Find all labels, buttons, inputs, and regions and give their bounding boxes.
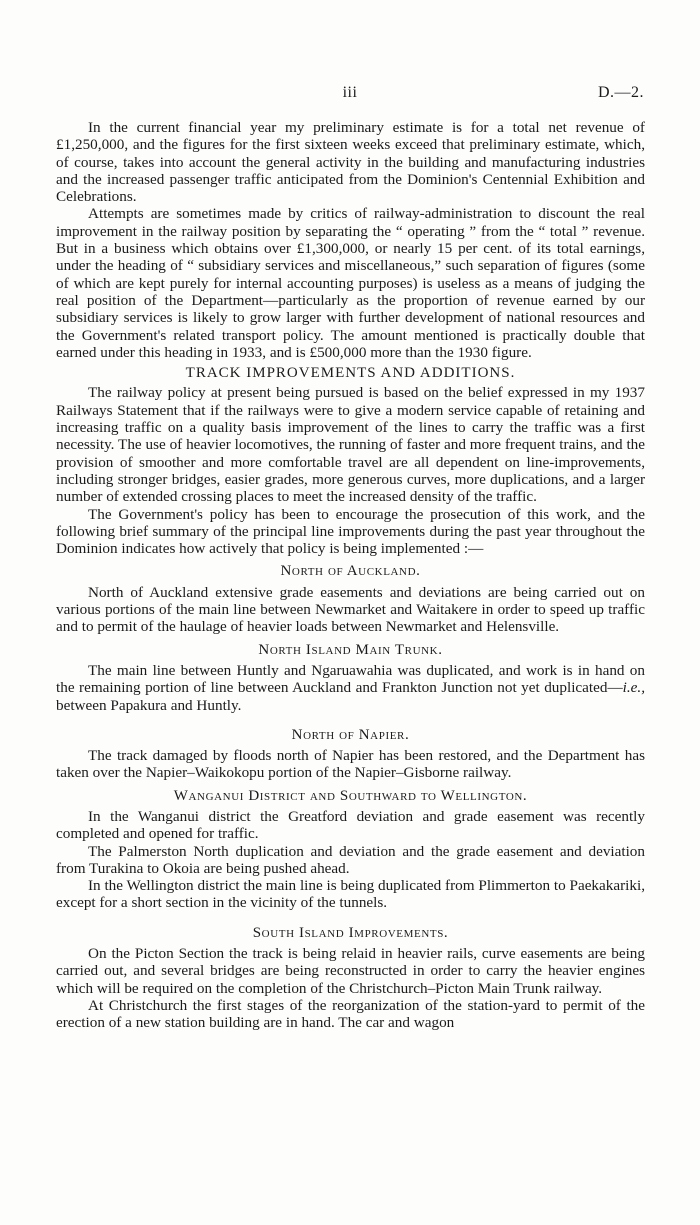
subheading-wanganui-district: Wanganui District and Southward to Wellington. bbox=[173, 787, 528, 804]
page-number: iii bbox=[342, 84, 358, 101]
italic-abbreviation: i.e., bbox=[622, 679, 645, 697]
document-reference: D.—2. bbox=[597, 84, 644, 101]
paragraph: At Christchurch the first stages of the reorganization of the station-yard to permit of the erection of a new station building are in hand. The car and wagon bbox=[56, 996, 645, 1032]
paragraph: The Government's policy has been to encourage the prosecution of this work, and the following brief summary of the principal line improvements during the past year throughout the Dominion indicates how actively that policy is being implemented :— bbox=[56, 505, 645, 558]
paragraph-text: between Papakura and Huntly. bbox=[56, 696, 242, 714]
paragraph bbox=[56, 662, 645, 714]
section-heading-track: TRACK IMPROVEMENTS AND ADDITIONS. bbox=[185, 365, 516, 382]
paragraph: On the Picton Section the track is being relaid in heavier rails, curve easements are being carried out, and several bridges are being reconstructed in order to carry the heavier engines which will be required on the completion of the Christchurch–Picton Main Trunk railway. bbox=[56, 945, 645, 997]
paragraph: The track damaged by floods north of Napier has been restored, and the Department has taken over the Napier–Waikokopu portion of the Napier–Gisborne railway. bbox=[56, 747, 645, 782]
paragraph: The Palmerston North duplication and deviation and the grade easement and deviation from Turakina to Okoia are being pushed ahead. bbox=[56, 842, 645, 877]
paragraph: In the Wanganui district the Greatford deviation and grade easement was recently completed and opened for traffic. bbox=[56, 807, 645, 843]
subheading-north-of-napier: North of Napier. bbox=[291, 726, 410, 743]
paragraph: Attempts are sometimes made by critics of railway-administration to discount the real improvement in the railway position by separating the “ operating ” from the “ total ” revenue. But in a business which obtains over £1,300,000, or nearly 15 per cent. of its total earnings, under the heading of “ subsidiary services and miscellaneous,” such separation of figures (some of which are kept purely for internal accounting purposes) is useless as a means of judging the real position of the Department—particularly as the proportion of revenue earned by our subsidiary services is likely to grow larger with further development of national resources and the Government's related transport policy. The amount mentioned is practically double that earned under this heading in 1933, and is £500,000 more than the 1930 figure. bbox=[56, 205, 645, 361]
paragraph: In the Wellington district the main line is being duplicated from Plimmerton to Paekakariki, except for a short section in the vicinity of the tunnels. bbox=[56, 877, 645, 912]
paragraph: In the current financial year my preliminary estimate is for a total net revenue of £1,250,000, and the figures for the first sixteen weeks exceed that preliminary estimate, which, of course, takes into account the general activity in the building and manufacturing industries and the increased passenger traffic anticipated from the Dominion's Centennial Exhibition and Celebrations. bbox=[56, 119, 645, 206]
paragraph-text: The main line between Huntly and Ngaruawahia was duplicated, and work is in hand on the remaining portion of line between Auckland and Frankton Junction not yet duplicated— bbox=[56, 661, 645, 697]
paragraph: The railway policy at present being pursued is based on the belief expressed in my 1937 Railways Statement that if the railways were to give a modern service capable of retaining and increasing traffic on a quality basis improvement of the lines to carry the traffic was a first necessity. The use of heavier locomotives, the running of faster and more frequent trains, and the provision of smoother and more comfortable travel are all dependent on line-improvements, including stronger bridges, easier grades, more generous curves, more duplications, and a larger number of extended crossing places to meet the increased density of the traffic. bbox=[56, 384, 645, 506]
subheading-south-island-improvements: South Island Improvements. bbox=[252, 924, 449, 941]
subheading-north-island-main-trunk: North Island Main Trunk. bbox=[258, 641, 443, 658]
subheading-north-of-auckland: North of Auckland. bbox=[280, 563, 421, 580]
body-text bbox=[56, 119, 645, 1032]
paragraph: North of Auckland extensive grade easements and deviations are being carried out on various portions of the main line between Newmarket and Waitakere in order to speed up traffic and to permit of the haulage of heavier loads between Newmarket and Helensville. bbox=[56, 583, 645, 636]
